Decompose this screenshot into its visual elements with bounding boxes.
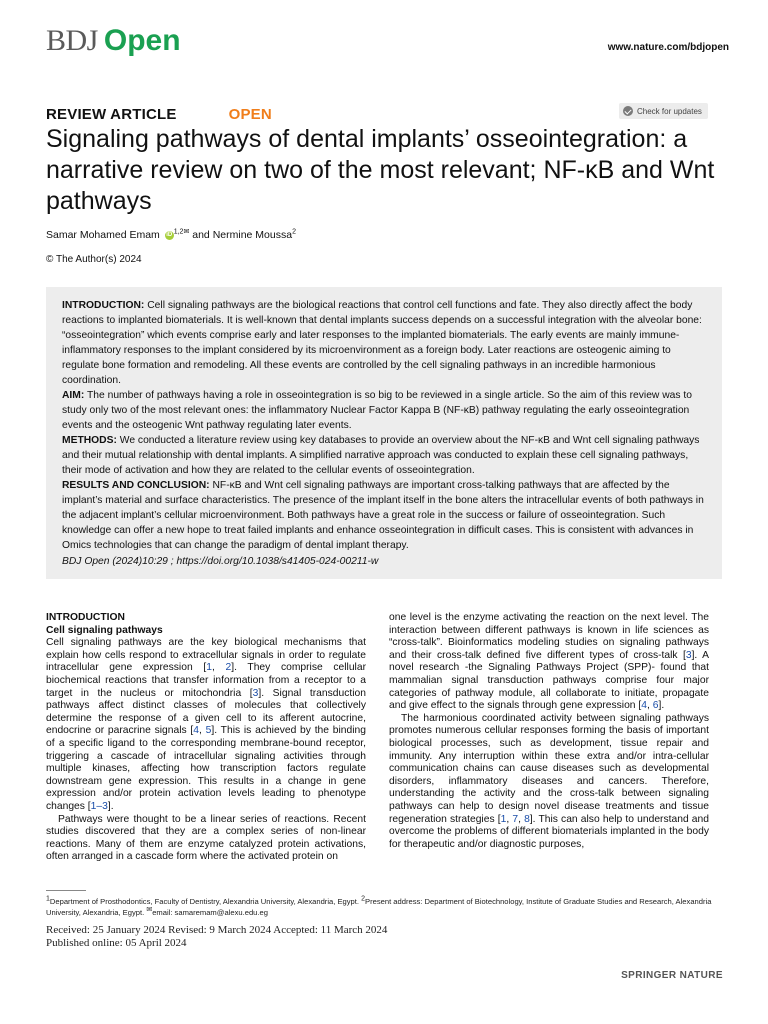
author-1: Samar Mohamed Emam xyxy=(46,229,160,241)
check-updates-icon xyxy=(623,106,633,116)
citation-link[interactable]: 8 xyxy=(524,813,530,825)
abstract-methods-text: We conducted a literature review using key databases to provide an overview about the NF-κB and Wnt cell signaling pathways and their mutual relationship with dental implants. A simplified narrative approach was conducted to explain these cell signaling pathways, their mode of activation and how they are related to the cellular events of osseointegration. xyxy=(62,435,700,476)
text-run: ]. xyxy=(107,800,114,812)
affiliations-footnote xyxy=(46,896,722,918)
text-run: ]. They comprise cellular biochemical reactions that transfer information from a receptor to a target in the nucleus or mitochondria [ xyxy=(46,662,367,699)
abstract-methods-label: METHODS: xyxy=(62,435,117,446)
text-run: , xyxy=(199,725,206,737)
author-1-affil: 1,2 xyxy=(173,228,184,236)
abstract-citation[interactable]: BDJ Open (2024)10:29 ; https://doi.org/10.1038/s41405-024-00211-w xyxy=(62,556,379,567)
article-dates xyxy=(46,924,387,950)
affiliation-2: Present address: Department of Biotechnology, Institute of Graduate Studies and Research, Alexandria University, Alexandria, Egypt. xyxy=(46,897,712,917)
affil-marker: 2 xyxy=(361,895,366,903)
affiliation-1: Department of Prosthodontics, Faculty of Dentistry, Alexandria University, Alexandria, Egypt. xyxy=(49,897,362,906)
text-run: ]. This is achieved by the binding of a specific ligand to the corresponding membrane-bound receptor, triggering a cascade of intracellular signaling activities through multiple kinases, affecting how transcription factors regulate downstream gene expression. This results in a change in gene expression and/or protein activation levels leading to phenotype changes [ xyxy=(46,725,366,812)
subsection-heading: Cell signaling pathways xyxy=(46,624,163,636)
text-run: , xyxy=(211,662,226,674)
abstract-results-text: NF-κB and Wnt cell signaling pathways are important cross-talking pathways that are affected by the implant’s material and surface characteristics. The presence of the implant itself in the bone alters the intracellular events of both pathways in the adjacent implant’s cellular microenvironment. Both pathways have a great role in the success or failure of osseointegration. Such knowledge can offer a new hope to treat failed implants and enhance osseointegration in difficult cases. This is consistent with advances in Omics technologies that can change the paradigm of dental implant therapy. xyxy=(62,480,704,551)
citation-link[interactable]: 6 xyxy=(652,700,659,712)
citation-link[interactable]: 7 xyxy=(512,813,519,825)
citation-link[interactable]: 4 xyxy=(193,725,200,737)
open-access-label: OPEN xyxy=(228,106,272,123)
body-column-left xyxy=(46,612,366,864)
abstract-intro-text: Cell signaling pathways are the biological reactions that control cell functions and fate. They also directly affect the body reactions to implanted biomaterials. It is well-known that dental implants success depends on a successful integration with the alveolar bone: “osseointegration” which events comprise early and later responses to the implanted biomaterials. The early events are mainly immune-inflammatory responses to the implant considered by its microenvironment as a foreign body. Later reactions are osteogenic aiming to regulate bone formation and remodeling. All these events are controlled by the cell signaling pathways in an incredible harmonious coordination. xyxy=(62,300,702,386)
text-run: ]. xyxy=(658,700,665,712)
body-column-right xyxy=(389,612,709,851)
section-heading: INTRODUCTION xyxy=(46,612,125,623)
publisher-logo: SPRINGER NATURE xyxy=(621,970,723,981)
email-icon[interactable]: ✉ xyxy=(183,228,190,236)
abstract-box xyxy=(46,287,722,579)
citation-link[interactable]: 4 xyxy=(641,700,647,712)
citation-link[interactable]: 2 xyxy=(225,662,232,674)
citation-link[interactable]: 3 xyxy=(685,649,692,661)
affil-marker: 1 xyxy=(46,895,50,903)
dates-received: Received: 25 January 2024 Revised: 9 March 2024 Accepted: 11 March 2024 xyxy=(46,924,388,936)
author-conjunction: and xyxy=(192,229,210,241)
body-paragraph: Pathways were thought to be a linear series of reactions. Recent studies discovered that they are a complex series of non-linear reactions. Many of them are enzyme catalyzed protein activations, often arranged in a cascade form where the activated protein on xyxy=(46,813,366,863)
dates-published: Published online: 05 April 2024 xyxy=(46,937,187,949)
copyright: © The Author(s) 2024 xyxy=(46,254,142,265)
text-run: one level is the enzyme activating the reaction on the next level. The interaction between different pathways is known in life sciences as “cross-talk”. Bioinformatics modeling studies on signaling pathways and their cross-talk defined five different types of cross-talk [ xyxy=(389,612,709,661)
abstract-intro-label: INTRODUCTION: xyxy=(62,300,145,311)
text-run: , xyxy=(647,700,653,712)
author-2: Nermine Moussa xyxy=(212,229,293,241)
text-run: , xyxy=(518,813,525,825)
logo-open: Open xyxy=(103,24,181,57)
text-run: ]. A novel research -the Signaling Pathways Project (SPP)- found that mammalian signal transduction pathways comprise four major categories of pathway module, all collaborate to initiate, propagate and give effect to the signals through gene expression [ xyxy=(389,649,709,712)
abstract-aim xyxy=(62,388,708,433)
body-paragraph xyxy=(46,637,366,813)
abstract-introduction xyxy=(62,298,708,388)
abstract-aim-text: The number of pathways having a role in osseointegration is so big to be reviewed in a single article. So the aim of this review was to study only two of the most relevant ones: the inflammatory Nuclear Factor Kappa B (NF-κB) pathway regulating the early osseointegration events and the osteogenic Wnt pathway regulating later events. xyxy=(62,390,692,431)
article-type: REVIEW ARTICLE xyxy=(46,106,177,123)
orcid-icon[interactable]: iD xyxy=(166,231,173,238)
article-kicker xyxy=(46,106,272,123)
footnote-divider xyxy=(46,890,86,891)
check-for-updates-button[interactable] xyxy=(619,103,708,119)
citation-link[interactable]: 3 xyxy=(252,687,259,699)
citation-link[interactable]: 1 xyxy=(500,813,507,825)
author-line xyxy=(46,229,296,241)
text-run: ]. This can also help to understand and overcome the problems of different biomaterials implanted in the body for therapeutic and/or diagnostic purposes, xyxy=(389,813,709,850)
text-run: The harmonious coordinated activity between signaling pathways promotes numerous cellular responses forming the basis of important biological processes, such as development, tissue repair and immunity. Any interruption within these extra and/or intra-cellular communication chains can cause diseases such as developmental disorders, inflammatory diseases and cancers. Therefore, understanding the activity and the cross-talk between signaling pathways can help to design novel disease treatments and tissue regeneration strategies [ xyxy=(389,712,709,825)
abstract-results-label: RESULTS AND CONCLUSION: xyxy=(62,480,210,491)
author-2-affil: 2 xyxy=(292,228,296,236)
email-link[interactable]: email: samaremam@alexu.edu.eg xyxy=(152,908,268,917)
abstract-aim-label: AIM: xyxy=(62,390,85,401)
body-paragraph xyxy=(389,612,709,713)
text-run: Cell signaling pathways are the key biological mechanisms that explain how cells respond to extracellular signals in order to regulate intracellular gene expression [ xyxy=(46,637,366,674)
email-icon: ✉ xyxy=(146,906,153,914)
abstract-results xyxy=(62,478,708,553)
abstract-methods xyxy=(62,433,708,478)
text-run: ]. Signal transduction pathways affect distinct classes of molecules that collectively determine the response of a given cell to its afferent autocrine, endocrine or paracrine signals [ xyxy=(46,687,366,737)
body-paragraph xyxy=(389,713,709,852)
text-run: , xyxy=(506,813,513,825)
journal-url-link[interactable]: www.nature.com/bdjopen xyxy=(607,42,729,53)
citation-link[interactable]: 1 xyxy=(206,662,212,674)
citation-link[interactable]: 5 xyxy=(205,725,212,737)
logo-bdj: BDJ xyxy=(46,24,98,57)
article-title: Signaling pathways of dental implants’ osseointegration: a narrative review on two of the most relevant; NF-κB and Wnt pathways xyxy=(46,125,715,215)
journal-logo xyxy=(46,24,181,58)
citation-link[interactable]: 1–3 xyxy=(90,800,108,812)
check-for-updates-label: Check for updates xyxy=(637,106,702,116)
